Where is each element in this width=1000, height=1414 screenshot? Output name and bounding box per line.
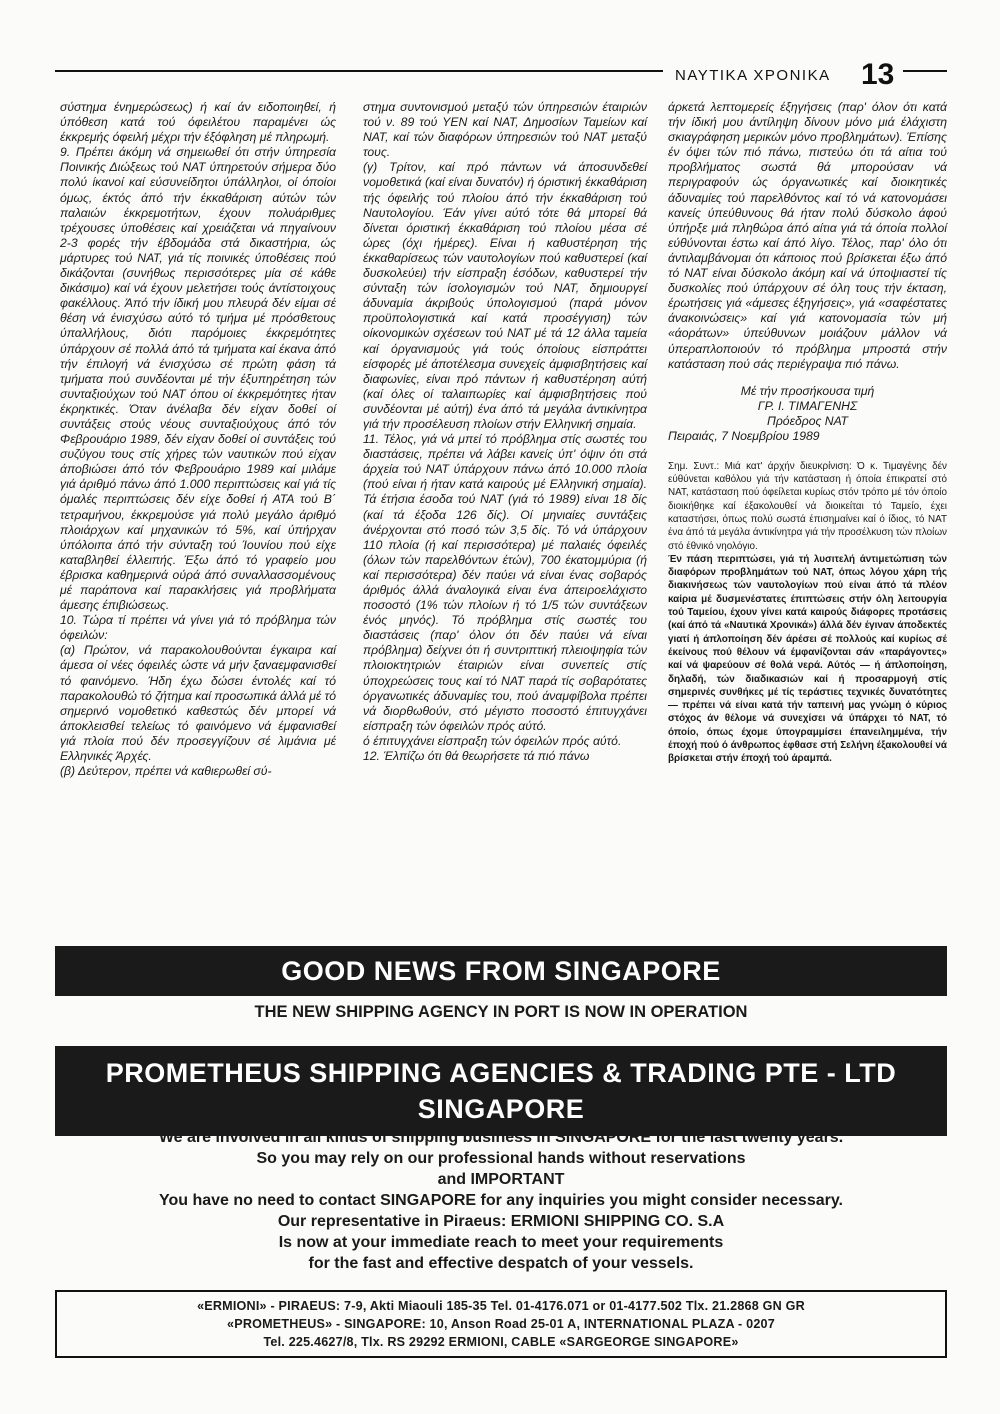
signature-block bbox=[668, 384, 947, 429]
article-column-1 bbox=[60, 100, 336, 779]
article-paragraph: σύστημα ένημερώσεως) ή καί άν ειδοποιηθεί, ή ύπόθεση κατά τού όφειλέτου παραμένει ώς έκκρεμής όφειλή μέχρι τήν έξόφληση μέ πληρωμή. bbox=[60, 100, 336, 145]
signoff-role: Πρόεδρος ΝΑΤ bbox=[767, 413, 848, 428]
signoff-closing: Μέ τήν προσήκουσα τιμή bbox=[740, 383, 875, 398]
contact-line: «ERMIONI» - PIRAEUS: 7-9, Akti Miaouli 185-35 Tel. 01-4176.071 or 01-4177.502 Tlx. 21.2868 GN GR bbox=[197, 1299, 805, 1313]
advert-body-line: So you may rely on our professional hands without reservations bbox=[256, 1150, 746, 1167]
article-paragraph: (γ) Τρίτον, καί πρό πάντων νά άποσυνδεθεί νομοθετικά (καί είναι δυνατόν) ή όριστική έκκαθάριση τής όφειλής τού πλοίου άπό τήν έκκαθάριση τού Ναυτολογίου. Έάν γίνει αύτό τότε θά μπορεί θά δίνεται όριστική έκκαθάριση τού πλοίου μέσα σέ ώρες (όχι ήμέρες). Είναι ή καθυστέρηση τής έκκαθαρίσεως τών ναυτολογίων πού καθυστερεί (καί δυσκολεύει) τήν είσπραξη έσόδων, καθυστερεί τήν σύνταξη τών ίσολογισμών τού ΝΑΤ, δημιουργεί άδυναμία άκριβούς ύπολογισμού (παρά μόνον προϋπολογιστικά καί κατά προσέγγιση) τών οίκονομικών σχέσεων τού ΝΑΤ μέ τά 12 άλλα ταμεία καί όργανισμούς γιά τούς όποίους είσπράττει είσφορές μέ άποτέλεσμα συνεχείς άμφισβητήσεις καί διαφωνίες, είναι πρό πάντων ή καθυστέρηση αύτή (καί όλες οί ταλαιπωρίες καί άμφισβητήσεις πού συνδέονται μέ αύτή) ένα άπό τά μεγάλα άντικίνητρα γιά τήν προσέλευση πλοίων στήν Ελληνική σημαία. bbox=[363, 160, 647, 431]
article-paragraph: 9. Πρέπει άκόμη νά σημειωθεί ότι στήν ύπηρεσία Ποινικής Διώξεως τού ΝΑΤ ύπηρετούν σήμερα δύο πολύ ίκανοί καί εύσυνείδητοι ύπάλληλοι, οί όποίοι όμως, έκτός άπό τήν έκκαθάριση αύτών τών παλαιών έκκρεμοτήτων, έχουν πολυάριθμες τρέχουσες ύποθέσεις καί χρειάζεται νά πηγαίνουν 2-3 φορές τήν έβδομάδα στά δικαστήρια, ώς μάρτυρες τού ΝΑΤ, γιά τίς ποινικές ύποθέσεις πού δικάζονται (συνήθως περισσότερες μία σέ κάθε δικάσιμο) καί νά έχουν μελετήσει τούς άντίστοιχους φακέλλους. Άπό τήν ίδική μου πλευρά δέν είμαι σέ θέση νά ένισχύσω αύτό τό τμήμα μέ πρόσθετους ύπαλλήλους, διότι παρόμοιες έκκρεμότητες ύπάρχουν σέ πολλά άπό τά τμήματα καί έκανα άπό τήν έπιλογή νά ένισχύσω σέ πρώτη φάση τά τμήματα πού συνδέονται μέ τήν έξυπηρέτηση τών συνταξιούχων τού ΝΑΤ όπου οί έκκρεμότητες ήταν έκρηκτικές. Όταν άνέλαβα δέν είχαν δοθεί οί συντάξεις στούς νέους συνταξιούχους άπό τόν Φεβρουάριο 1989, δέν είχαν δοθεί οί συντάξεις τού συζύγου τους στίς χήρες τών ναυτικών πού είχαν άποβιώσει άπό τόν Φεβρουάριο 1989 καί μιλάμε γιά άριθμό πάνω άπό 1.000 περιπτώσεις καί γιά τίς όμαλές περιπτώσεις δέν είχε δοθεί ή ΑΤΑ τού Β΄ τετραμήνου, έκκρεμούσε γιά πολύ μεγάλο άριθμό πλοιάρχων καί μηχανικών τό 5%, καί ύπήρχαν ύπόλοιπα άπό τήν σύνταξη τού Ίουνίου πού είχε καταβληθεί έλλειπής. Έξω άπό τό γραφείο μου έβρισκα καθημερινά ούρά άπό συναλλασσομένους μέ παράπονα καί παρακλήσεις γιά προβλήματα άμεσης έπιβιώσεως. bbox=[60, 145, 336, 613]
article-paragraph: 12. Έλπίζω ότι θά θεωρήσετε τά πιό πάνω bbox=[363, 749, 590, 764]
article-paragraph: άρκετά λεπτομερείς έξηγήσεις (παρ' όλον ότι κατά τήν ίδική μου άντίληψη δίνουν μόνο μιά έλάχιστη σκιαγράφηση μερικών μόνο προβλημάτων). Έπίσης έν όψει τών πιό πάνω, πιστεύω ότι τά αίτια τού προβλήματος σωστά θά μπορούσαν νά περιγραφούν ώς όργανωτικές καί διοικητικές άδυναμίες τού παρελθόντος καί τό νά κατονομάσει κανείς ύπεύθυνους θά ήταν πολύ δύσκολο άφού ύπήρξε μιά πληθώρα άπό αίτια γιά τά όποία πολλοί εύθύνονται έστω καί άπό λίγο. Τέλος, παρ' όλο ότι άντιλαμβάνομαι ότι κάποιος πού βρίσκεται έξω άπό τό ΝΑΤ είναι δύσκολο άκόμη καί νά ύποψιαστεί τίς δυσκολίες πού ύπάρχουν σέ όλη τους τήν έκταση, έρωτήσεις γιά «άμεσες έξηγήσεις», γιά «σαφέστατες άνακοινώσεις» καί γιά κατονομασία τών μή «άοράτων» ύπεύθυνων μοιάζουν μάλλον νά ύπεραπλοποιούν τό πρόβλημα μπροστά στήν κατάσταση πού σάς περιέγραψα πιό πάνω. bbox=[668, 100, 947, 371]
advert-headline: GOOD NEWS FROM SINGAPORE bbox=[281, 956, 721, 986]
contact-line: Tel. 225.4627/8, Tlx. RS 29292 ERMIONI, CABLE «SARGEORGE SINGAPORE» bbox=[263, 1335, 739, 1349]
advert-body-line: Our representative in Piraeus: ERMIONI SHIPPING CO. S.A bbox=[277, 1213, 725, 1230]
editor-note bbox=[668, 460, 947, 766]
header-rule-left bbox=[55, 70, 663, 72]
publication-title: ΝΑΥΤΙΚΑ ΧΡΟΝΙΚΑ bbox=[675, 67, 831, 84]
article-paragraph: 11. Τέλος, γιά νά μπεί τό πρόβλημα στίς σωστές του διαστάσεις, πρέπει νά λάβει κανείς ύπ' όψιν ότι στά άρχεία τού ΝΑΤ ύπάρχουν πάνω άπό 10.000 πλοία (πού είναι ή ήταν κατά καιρούς μέ Ελληνική σημαία). Τά έτήσια έσοδα τού ΝΑΤ (γιά τό 1989) είναι 18 δίς (καί τά έξοδα 126 δίς). Οί μηνιαίες συντάξεις άνέρχονται στό ποσό τών 3,5 δίς. Τό νά ύπάρχουν 110 πλοία (ή καί περισσότερα) μέ παλαιές όφειλές (όλων τών παρελθόντων έτών), 700 έκατομμύρια (ή καί περισσότερα) δέν παύει νά είναι ένας σοβαρός άριθμός άλλά άναλογικά είναι ένα άπειροελάχιστο ποσοστό (1% τών πλοίων ή τό 1/5 τών συντάξεων ένός μηνός). Τό πρόβλημα στίς σωστές του διαστάσεις (παρ' όλον ότι δέν παύει νά είναι πρόβλημα) δείχνει ότι ή συντριπτική πλειοψηφία τών πλοιοκτητριών έταιριών είναι συνεπείς στίς ύποχρεώσεις τους καί τό ΝΑΤ παρά τίς σοβαρότατες όργανωτικές άδυναμίες του, πού άναμφίβολα πρέπει νά διορθωθούν, στό μέγιστο ποσοστό έπιτυγχάνει είσπραξη τών όφειλών πρός αύτό. bbox=[363, 432, 647, 733]
article-column-2 bbox=[363, 100, 647, 764]
signoff-name: ΓΡ. Ι. ΤΙΜΑΓΕΝΗΣ bbox=[757, 398, 858, 413]
article-paragraph: στημα συντονισμού μεταξύ τών ύπηρεσιών έταιριών τού ν. 89 τού ΥΕΝ καί ΝΑΤ, Δημοσίων Ταμείων καί ΝΑΤ, καί τών διαφόρων ύπηρεσιών τού ΝΑΤ μεταξύ τους. bbox=[363, 100, 647, 160]
dateline: Πειραιάς, 7 Νοεμβρίου 1989 bbox=[668, 428, 820, 443]
editor-note-paragraph: Έν πάση περιπτώσει, γιά τή λυσιτελή άντιμετώπιση τών διαφόρων προβλημάτων τού ΝΑΤ, όπως λόγου χάρη τής διακινήσεως τών ναυτολογίων πού είναι άπό τά πλέον καίρια μέ δυσμενέστατες έπιπτώσεις στήν όλη λειτουργία τού Ταμείου, έχουν γίνει κατά καιρούς διάφορες προτάσεις (καί άπό τά «Ναυτικά Χρονικά») άλλά δέν έγιναν άποδεκτές γιατί ή άπλοποίηση δέν άρέσει σέ πολλούς καί κυρίως σέ έκείνους πού θέλουν νά έμφανίζονται σάν «παράγοντες» καί νά ψαρεύουν σέ θολά νερά. Αύτός — ή άπλοποίηση, δηλαδή, τών διαδικασιών καί ή προσαρμογή στίς σημερινές συνθήκες μέ τίς τεράστιες τεχνικές δυνατότητες — πρέπει νά είναι κατά τήν ταπεινή μας γνώμη ό κύριος στόχος άν θέλομε νά συνεχίσει νά ύπάρχει τό ΝΑΤ, τό όποίο, όπως έχομε ύπογραμμίσει έπανειλημμένα, τήν έποχή πού ό άνθρωπος έφθασε στή Σελήνη έξακολουθεί νά βρίσκεται στήν έποχή τού άραμπά. bbox=[668, 553, 947, 765]
page-header bbox=[55, 58, 947, 91]
article-paragraph: 10. Τώρα τί πρέπει νά γίνει γιά τό πρόβλημα τών όφειλών: bbox=[60, 613, 336, 643]
advert-headline-banner bbox=[55, 946, 947, 996]
advert-contact-box bbox=[55, 1290, 947, 1358]
page-number: 13 bbox=[861, 58, 895, 91]
company-location: SINGAPORE bbox=[417, 1094, 585, 1124]
advert-body-line: Is now at your immediate reach to meet your requirements bbox=[278, 1234, 724, 1251]
article-paragraph: ό έπιτυγχάνει είσπραξη τών όφειλών πρός αύτό. bbox=[363, 733, 622, 748]
advert-body bbox=[55, 1127, 947, 1274]
article-paragraph: (β) Δεύτερον, πρέπει νά καθιερωθεί σύ- bbox=[60, 764, 272, 779]
advert-body-line: and IMPORTANT bbox=[437, 1171, 565, 1188]
header-rule-right bbox=[903, 70, 947, 72]
article-column-3 bbox=[668, 100, 947, 766]
advert-body-line: for the fast and effective despatch of your vessels. bbox=[308, 1255, 694, 1272]
company-name: PROMETHEUS SHIPPING AGENCIES & TRADING PTE - LTD bbox=[105, 1058, 897, 1088]
article-paragraph: (α) Πρώτον, νά παρακολουθούνται έγκαιρα καί άμεσα οί νέες όφειλές ώστε νά μήν ξαναεμφανισθεί τό φαινόμενο. Ήδη έχω δώσει έντολές καί τό παρακολουθώ τό ζήτημα καί προσωπικά άλλά μέ τό σημερινό νομοθετικό καθεστώς δέν μπορεί νά άποκλεισθεί τελείως τό φαινόμενο νά έμφανισθεί γιά πλοία πού δέν προσεγγίζουν σέ λιμάνια μέ Ελληνικές Άρχές. bbox=[60, 643, 336, 764]
advert-company-banner bbox=[55, 1046, 947, 1136]
advert-body-line: We are involved in all kinds of shipping business in SINGAPORE for the last twenty years. bbox=[158, 1129, 844, 1146]
contact-line: «PROMETHEUS» - SINGAPORE: 10, Anson Road 25-01 A, INTERNATIONAL PLAZA - 0207 bbox=[227, 1317, 775, 1331]
advert-body-line: You have no need to contact SINGAPORE for any inquiries you might consider necessary. bbox=[159, 1192, 843, 1209]
advert-subheading: THE NEW SHIPPING AGENCY IN PORT IS NOW IN OPERATION bbox=[254, 1003, 748, 1021]
editor-note-paragraph: Σημ. Συντ.: Μιά κατ' άρχήν διευκρίνιση: Ό κ. Τιμαγένης δέν εύθύνεται καθόλου γιά τήν κατάσταση ή όποία έπικρατεί στό ΝΑΤ, κατάσταση πού όφείλεται κυρίως στόν τρόπο μέ τόν όποίο διοικήθηκε καί έξακολουθεί νά διοικείται τό Ταμείο, έχει καταστήσει, όπως πολύ σωστά έπισημαίνει καί ό ίδιος, τό ΝΑΤ ένα άπό τά μεγάλα άντικίνητρα γιά τήν προσέλκυση τών πλοίων στό έθνικό νηολόγιο. bbox=[668, 460, 947, 552]
